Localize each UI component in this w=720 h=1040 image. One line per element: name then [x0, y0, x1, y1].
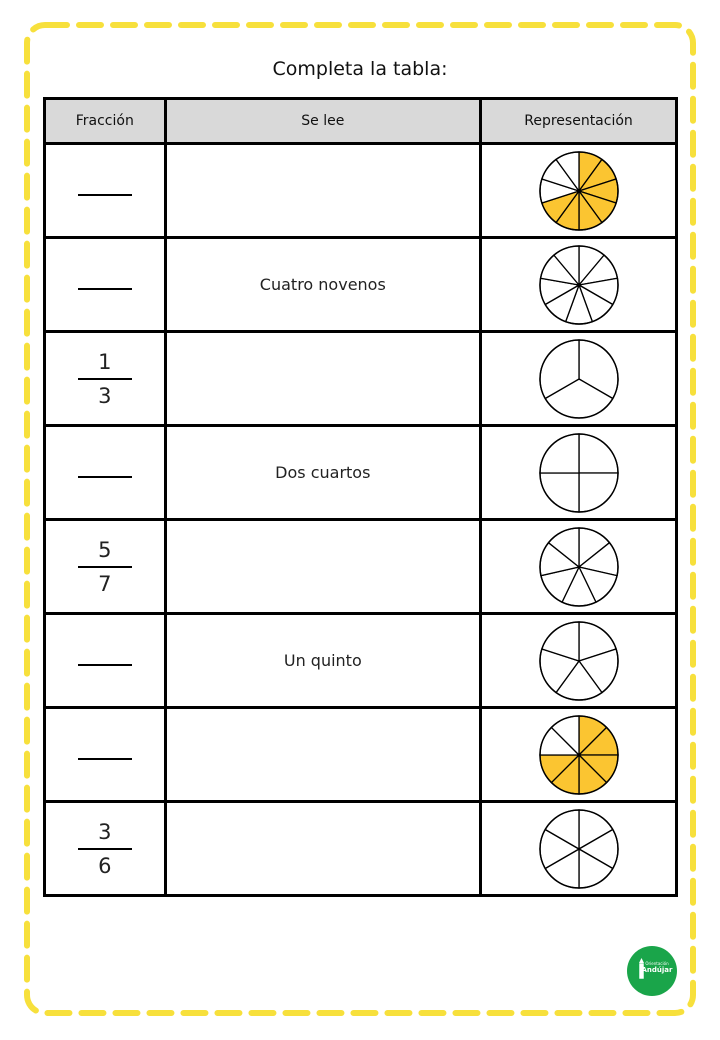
fraction-denominator: 6: [98, 853, 112, 878]
header-representation: Representación: [481, 99, 677, 144]
fraction-blank-line[interactable]: [78, 758, 132, 760]
fraction-table: [43, 97, 678, 897]
fraction-cell: [45, 708, 166, 802]
reading-cell: [165, 614, 480, 708]
representation-cell: [481, 332, 677, 426]
table-row: [45, 238, 677, 332]
reading-text: Un quinto: [283, 651, 362, 670]
fraction-numerator: 1: [98, 349, 112, 374]
table-row: [45, 614, 677, 708]
reading-cell[interactable]: [165, 520, 480, 614]
fraction-blank-line[interactable]: [78, 476, 132, 478]
fraction-cell: [45, 520, 166, 614]
header-reading: Se lee: [165, 99, 480, 144]
fraction-blank-line[interactable]: [78, 288, 132, 290]
table-row: [45, 708, 677, 802]
fraction-cell: [45, 426, 166, 520]
fraction: [78, 537, 132, 597]
reading-text: Dos cuartos: [275, 463, 371, 482]
reading-cell: [165, 238, 480, 332]
representation-cell: [481, 614, 677, 708]
fraction-numerator: 5: [98, 537, 112, 562]
table-row: [45, 802, 677, 896]
table-row: [45, 332, 677, 426]
reading-text: Cuatro novenos: [259, 275, 386, 294]
table-row: [45, 144, 677, 238]
header-fraction: Fracción: [45, 99, 166, 144]
fraction-circle: [537, 337, 621, 421]
fraction: [78, 349, 132, 409]
representation-cell: [481, 708, 677, 802]
table-row: [45, 426, 677, 520]
reading-cell[interactable]: [165, 802, 480, 896]
representation-cell: [481, 520, 677, 614]
fraction-bar: [78, 848, 132, 850]
table-header-row: [45, 99, 677, 144]
fraction-cell: [45, 238, 166, 332]
fraction-bar: [78, 378, 132, 380]
reading-cell[interactable]: [165, 144, 480, 238]
reading-cell[interactable]: [165, 708, 480, 802]
fraction: [78, 819, 132, 879]
page-title: Completa la tabla:: [272, 58, 448, 80]
fraction-circle: [537, 713, 621, 797]
svg-text:Andújar: Andújar: [641, 966, 673, 974]
table-body: [45, 144, 677, 896]
fraction-circle: [537, 619, 621, 703]
logo: [626, 945, 678, 997]
representation-cell: [481, 802, 677, 896]
fraction-denominator: 7: [98, 571, 112, 596]
fraction-circle: [537, 525, 621, 609]
fraction-circle: [537, 243, 621, 327]
representation-cell: [481, 144, 677, 238]
fraction-cell: [45, 332, 166, 426]
fraction-circle: [537, 149, 621, 233]
fraction-bar: [78, 566, 132, 568]
fraction-denominator: 3: [98, 383, 112, 408]
svg-text:Orientación: Orientación: [645, 961, 669, 966]
fraction-circle: [537, 807, 621, 891]
representation-cell: [481, 238, 677, 332]
fraction-numerator: 3: [98, 819, 112, 844]
fraction-circle: [537, 431, 621, 515]
reading-cell[interactable]: [165, 332, 480, 426]
fraction-cell: [45, 614, 166, 708]
fraction-cell: [45, 144, 166, 238]
fraction-cell: [45, 802, 166, 896]
fraction-blank-line[interactable]: [78, 194, 132, 196]
reading-cell: [165, 426, 480, 520]
table-row: [45, 520, 677, 614]
representation-cell: [481, 426, 677, 520]
fraction-blank-line[interactable]: [78, 664, 132, 666]
